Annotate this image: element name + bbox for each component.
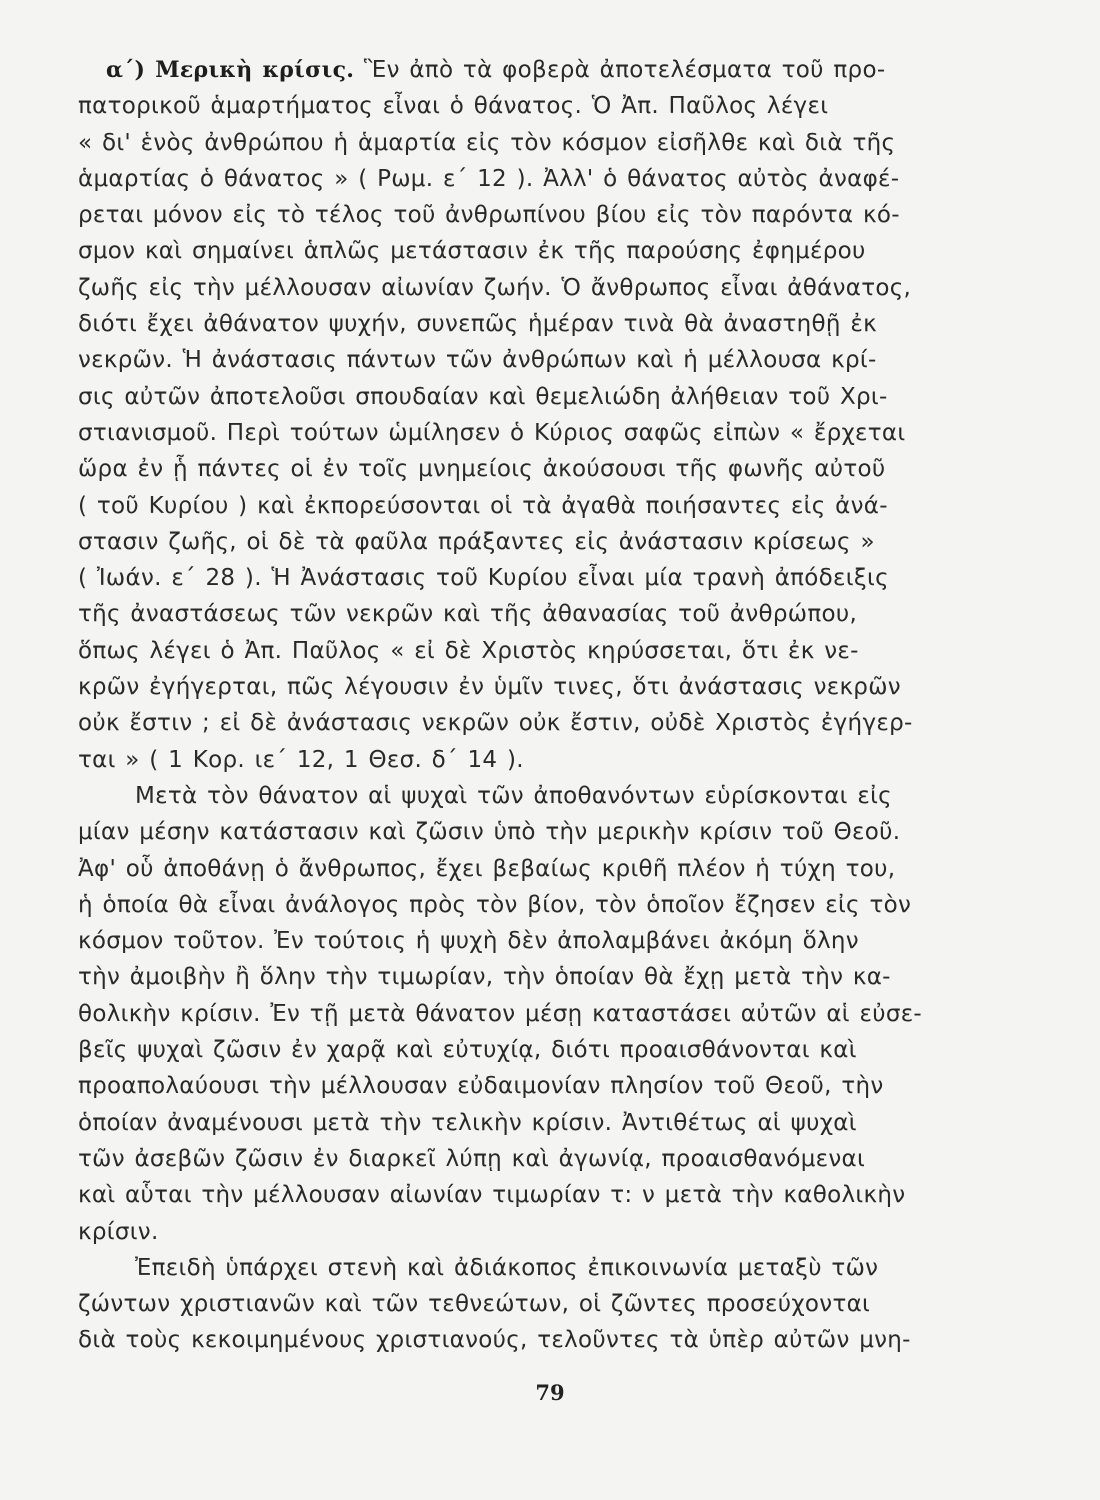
text-line: θολικὴν κρίσιν. Ἐν τῇ μετὰ θάνατον μέσῃ καταστάσει αὐτῶν αἱ εὐσε- bbox=[78, 1000, 923, 1027]
paragraph-start-line: Ἐπειδὴ ὑπάρχει στενὴ καὶ ἀδιάκοπος ἐπικοινωνία μεταξὺ τῶν bbox=[135, 1254, 879, 1281]
text-line: ται » ( 1 Κορ. ιε΄ 12, 1 Θεσ. δ΄ 14 ). bbox=[78, 746, 524, 773]
text-line: τὴν ἀμοιβὴν ἢ ὅλην τὴν τιμωρίαν, τὴν ὁποίαν θὰ ἔχῃ μετὰ τὴν κα- bbox=[78, 964, 891, 991]
text-line: τῶν ἀσεβῶν ζῶσιν ἐν διαρκεῖ λύπῃ καὶ ἀγωνίᾳ, προαισθανόμεναι bbox=[78, 1145, 866, 1172]
text-line: ζώντων χριστιανῶν καὶ τῶν τεθνεώτων, οἱ ζῶντες προσεύχονται bbox=[78, 1291, 871, 1318]
text-line: κόσμον τοῦτον. Ἐν τούτοις ἡ ψυχὴ δὲν ἀπολαμβάνει ἀκόμη ὅλην bbox=[78, 928, 859, 955]
text-line: κρίσιν. bbox=[78, 1218, 159, 1245]
text-line: σμον καὶ σημαίνει ἁπλῶς μετάστασιν ἐκ τῆς παρούσης ἐφημέρου bbox=[78, 238, 866, 265]
text-line: μίαν μέσην κατάστασιν καὶ ζῶσιν ὑπὸ τὴν μερικὴν κρίσιν τοῦ Θεοῦ. bbox=[78, 819, 901, 846]
text-line: πατορικοῦ ἁμαρτήματος εἶναι ὁ θάνατος. Ὁ Ἀπ. Παῦλος λέγει bbox=[78, 93, 829, 120]
text-line: ἁμαρτίας ὁ θάνατος » ( Ρωμ. ε΄ 12 ). Ἀλλ' ὁ θάνατος αὐτὸς ἀναφέ- bbox=[78, 165, 900, 192]
text-line-content: Ἓν ἀπὸ τὰ φοβερὰ ἀποτελέσματα τοῦ προ- bbox=[363, 57, 886, 83]
text-line: προαπολαύουσι τὴν μέλλουσαν εὐδαιμονίαν πλησίον τοῦ Θεοῦ, τὴν bbox=[78, 1073, 884, 1100]
text-line: βεῖς ψυχαὶ ζῶσιν ἐν χαρᾷ καὶ εὐτυχίᾳ, διότι προαισθάνονται καὶ bbox=[78, 1037, 857, 1064]
text-line: ἡ ὁποία θὰ εἶναι ἀνάλογος πρὸς τὸν βίον, τὸν ὁποῖον ἔζησεν εἰς τὸν bbox=[78, 891, 912, 918]
text-line: στασιν ζωῆς, οἱ δὲ τὰ φαῦλα πράξαντες εἰς ἀνάστασιν κρίσεως » bbox=[78, 528, 875, 555]
text-line: Ἀφ' οὗ ἀποθάνῃ ὁ ἄνθρωπος, ἔχει βεβαίως κριθῆ πλέον ἡ τύχη του, bbox=[78, 855, 896, 882]
text-line: ὁποίαν ἀναμένουσι μετὰ τὴν τελικὴν κρίσιν. Ἀντιθέτως αἱ ψυχαὶ bbox=[78, 1109, 857, 1136]
text-line: ὥρα ἐν ᾗ πάντες οἱ ἐν τοῖς μνημείοις ἀκούσουσι τῆς φωνῆς αὐτοῦ bbox=[78, 456, 886, 483]
page-number: 79 bbox=[535, 1380, 565, 1405]
text-line: ( τοῦ Κυρίου ) καὶ ἐκπορεύσονται οἱ τὰ ἀγαθὰ ποιήσαντες εἰς ἀνά- bbox=[78, 492, 888, 519]
text-line: « δι' ἑνὸς ἀνθρώπου ἡ ἁμαρτία εἰς τὸν κόσμον εἰσῆλθε καὶ διὰ τῆς bbox=[78, 129, 896, 156]
text-line: ρεται μόνον εἰς τὸ τέλος τοῦ ἀνθρωπίνου βίου εἰς τὸν παρόντα κό- bbox=[78, 202, 900, 229]
paragraph-start-line: Μετὰ τὸν θάνατον αἱ ψυχαὶ τῶν ἀποθανόντων εὑρίσκονται εἰς bbox=[135, 782, 892, 809]
text-line: νεκρῶν. Ἡ ἀνάστασις πάντων τῶν ἀνθρώπων καὶ ἡ μέλλουσα κρί- bbox=[78, 347, 877, 374]
text-line: τῆς ἀναστάσεως τῶν νεκρῶν καὶ τῆς ἀθανασίας τοῦ ἀνθρώπου, bbox=[78, 601, 858, 628]
text-line: ὅπως λέγει ὁ Ἀπ. Παῦλος « εἰ δὲ Χριστὸς κηρύσσεται, ὅτι ἐκ νε- bbox=[78, 637, 859, 664]
section-heading: α΄) Μερικὴ κρίσις. bbox=[106, 57, 355, 83]
text-line: κρῶν ἐγήγερται, πῶς λέγουσιν ἐν ὑμῖν τινες, ὅτι ἀνάστασις νεκρῶν bbox=[78, 674, 901, 701]
text-line bbox=[78, 52, 958, 88]
text-line: ( Ἰωάν. ε΄ 28 ). Ἡ Ἀνάστασις τοῦ Κυρίου εἶναι μία τρανὴ ἀπόδειξις bbox=[78, 565, 889, 592]
text-line: οὐκ ἔστιν ; εἰ δὲ ἀνάστασις νεκρῶν οὐκ ἔστιν, οὐδὲ Χριστὸς ἐγήγερ- bbox=[78, 710, 913, 737]
text-line: διὰ τοὺς κεκοιμημένους χριστιανούς, τελοῦντες τὰ ὑπὲρ αὐτῶν μνη- bbox=[78, 1327, 911, 1354]
text-line: καὶ αὗται τὴν μέλλουσαν αἰωνίαν τιμωρίαν τ: ν μετὰ τὴν καθολικὴν bbox=[78, 1182, 906, 1209]
text-line: στιανισμοῦ. Περὶ τούτων ὡμίλησεν ὁ Κύριος σαφῶς εἰπὼν « ἔρχεται bbox=[78, 419, 906, 446]
text-line: διότι ἔχει ἀθάνατον ψυχήν, συνεπῶς ἡμέραν τινὰ θὰ ἀναστηθῇ ἐκ bbox=[78, 311, 877, 338]
text-line: σις αὐτῶν ἀποτελοῦσι σπουδαίαν καὶ θεμελιώδη ἀλήθειαν τοῦ Χρι- bbox=[78, 383, 888, 410]
text-line: ζωῆς εἰς τὴν μέλλουσαν αἰωνίαν ζωήν. Ὁ ἄνθρωπος εἶναι ἀθάνατος, bbox=[78, 274, 912, 301]
body-text bbox=[78, 52, 958, 1359]
